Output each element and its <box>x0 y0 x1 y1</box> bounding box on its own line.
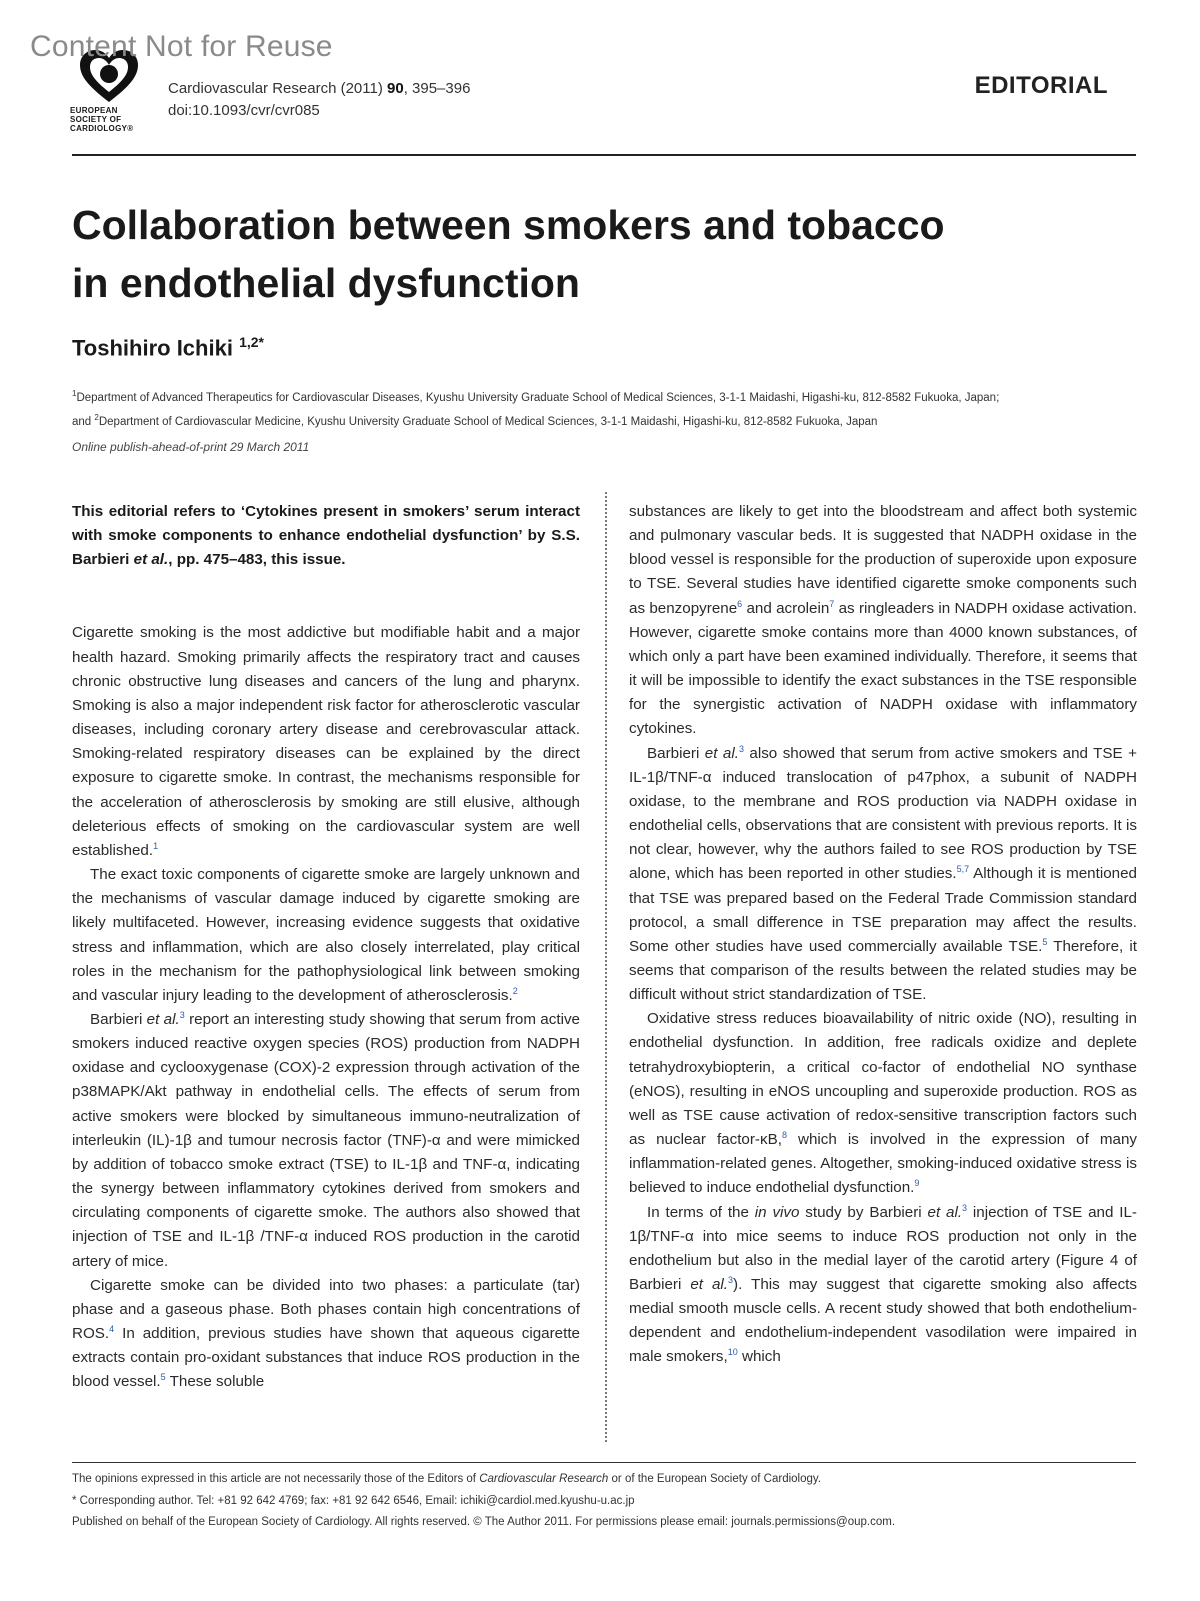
journal-volume: 90 <box>387 80 404 97</box>
paragraph-right-4 <box>629 1201 1137 1370</box>
paragraph-text: In addition, previous studies have shown that aqueous cigarette extracts contain pro-oxidant substances that induce ROS production in the blood vessel. <box>72 1325 580 1391</box>
journal-name: Cardiovascular Research (2011) <box>168 80 387 97</box>
refers-text: This editorial refers to ‘Cytokines present in smokers’ serum interact with smoke components to enhance endothelial dysfunction’ by S.S. Barbieri <box>72 503 580 569</box>
header-rule <box>72 154 1136 156</box>
paragraph-text: These soluble <box>165 1373 265 1391</box>
citation-ref[interactable]: 1 <box>153 840 159 851</box>
footnote-disclaimer <box>72 1469 1136 1491</box>
citation-ref[interactable]: 5 <box>160 1372 166 1383</box>
footer-rule <box>72 1462 1136 1463</box>
refers-etal: et al. <box>133 551 169 569</box>
section-label: EDITORIAL <box>974 72 1108 99</box>
paragraph-text: study by Barbieri <box>799 1203 928 1221</box>
footnote-copyright: Published on behalf of the European Society of Cardiology. All rights reserved. © The Author 2011. For permissions please email: journals.permissions@oup.com. <box>72 1516 896 1528</box>
paragraph-text: report an interesting study showing that serum from active smokers induced reactive oxygen species (ROS) production from NADPH oxidase and cyclooxygenase (COX)-2 expression through activation of the p38MAPK/Akt pathway in endothelial cells. The effects of serum from active smokers were blocked by simultaneous immuno-neutralization of interleukin (IL)-1β and tumour necrosis factor (TNF)-α and were mimicked by addition of tobacco smoke extract (TSE) to IL-1β and TNF-α, indicating the synergy between inflammatory cytokines derived from smokers and circulating components of cigarette smoke. The authors also showed that injection of TSE and IL-1β /TNF-α induced ROS production in the carotid artery of mice. <box>72 1010 580 1270</box>
paragraph-left-2 <box>72 863 580 1008</box>
paragraph-text: Cigarette smoking is the most addictive but modifiable habit and a major health hazard. Smoking primarily affects the respiratory tract and causes chronic obstructive lung diseases and cancers of the lung and pharynx. Smoking is also a major independent risk factor for atherosclerotic vascular diseases, including coronary artery disease and cerebrovascular attack. Smoking-related respiratory diseases can be explained by the direct exposure to cigarette smoke. In contrast, the mechanisms responsible for the acceleration of atherosclerosis by smoking are still elusive, although deleterious effects of smoking on the cardiovascular system are well established. <box>72 624 580 859</box>
citation-ref[interactable]: 9 <box>914 1178 920 1189</box>
paragraph-left-4 <box>72 1274 580 1395</box>
column-divider <box>605 492 607 1442</box>
author <box>72 334 264 361</box>
affil-2-number: 2 <box>94 412 99 422</box>
author-name: Toshihiro Ichiki <box>72 335 233 361</box>
paragraph-text: as ringleaders in NADPH oxidase activation. However, cigarette smoke contains more than 4000 known substances, of which only a part have been examined individually. Therefore, it seems that it will be impossible to identify the exact substances in the TSE responsible for the synergistic activation of NADPH oxidase with inflammatory cytokines. <box>629 599 1137 738</box>
etal-text: et al. <box>927 1203 963 1221</box>
paragraph-left-3 <box>72 1008 580 1274</box>
paragraph-right-2 <box>629 742 1137 1008</box>
paragraph-text: injection of TSE and IL-1β/TNF-α into mice seems to induce ROS production not only in the endothelium but also in the medial layer of the carotid artery (Figure 4 of Barbieri <box>629 1203 1137 1293</box>
title-line-1: Collaboration between smokers and tobacco <box>72 202 945 248</box>
author-marks: 1,2* <box>239 334 264 350</box>
citation-ref[interactable]: 3 <box>738 743 744 754</box>
citation-ref[interactable]: 8 <box>781 1130 787 1140</box>
affil-1: Department of Advanced Therapeutics for Cardiovascular Diseases, Kyushu University Graduate School of Medical Sciences, 3-1-1 Maidashi, Higashi-ku, 812-8582 Fukuoka, Japan; <box>76 391 1000 404</box>
paragraph-text: Although it is mentioned that TSE was prepared based on the Federal Trade Commission standard protocol, a small difference in TSE preparation may affect the results. Some other studies have used commercially available TSE. <box>629 865 1138 955</box>
citation-ref[interactable]: 10 <box>727 1347 738 1358</box>
citation-ref[interactable]: 5,7 <box>956 864 970 875</box>
paragraph-text: In terms of the <box>647 1203 755 1221</box>
etal-text: et al. <box>146 1010 180 1028</box>
refers-pages: , pp. 475–483, this issue. <box>168 551 346 569</box>
footnote-text: or of the European Society of Cardiology. <box>608 1473 821 1485</box>
affil-2-prefix: and <box>72 415 95 428</box>
affil-1-number: 1 <box>72 389 77 398</box>
paragraph-left-1 <box>72 621 580 863</box>
paragraph-text: substances are likely to get into the bloodstream and affect both systemic and pulmonary vascular beds. It is suggested that NADPH oxidase in the blood vessel is responsible for the production of superoxide upon exposure to TSE. Several studies have identified cigarette smoke components such as benzopyrene <box>629 503 1137 617</box>
footnotes <box>72 1469 1136 1534</box>
journal-citation <box>168 78 470 122</box>
journal-pages: , 395–396 <box>403 80 471 97</box>
right-column <box>629 500 1137 1370</box>
etal-text: et al. <box>704 744 739 762</box>
etal-text: et al. <box>690 1276 729 1293</box>
footnote-corresponding: * Corresponding author. Tel: +81 92 642 4769; fax: +81 92 642 6546, Email: ichiki@cardiol.med.kyushu-u.ac.jp <box>72 1494 635 1507</box>
citation-ref[interactable]: 6 <box>737 598 743 609</box>
affil-2: Department of Cardiovascular Medicine, Kyushu University Graduate School of Medical Sciences, 3-1-1 Maidashi, Higashi-ku, 812-8582 Fukuoka, Japan <box>98 415 878 428</box>
article-title <box>72 196 1072 312</box>
paragraph-right-3 <box>629 1007 1137 1200</box>
editorial-refers-note <box>72 500 580 572</box>
paragraph-text: Oxidative stress reduces bioavailability of nitric oxide (NO), resulting in endothelial dysfunction. In addition, free radicals oxidize and deplete tetrahydroxybiopterin, a critical co-factor of endothelial NO synthase (eNOS), resulting in eNOS uncoupling and superoxide production. ROS as well as TSE cause activation of redox-sensitive transcription factors such as nuclear factor-κB, <box>629 1010 1137 1149</box>
society-name: EUROPEAN SOCIETY OF CARDIOLOGY® <box>70 106 134 133</box>
citation-ref[interactable]: 4 <box>109 1323 115 1334</box>
watermark: Content Not for Reuse <box>30 30 333 63</box>
paragraph-text: Therefore, it seems that comparison of the results between the related studies may be difficult without strict standardization of TSE. <box>629 937 1137 1004</box>
paragraph-text: also showed that serum from active smokers and TSE + IL-1β/TNF-α induced translocation of p47phox, a subunit of NADPH oxidase, to the membrane and ROS production via NADPH oxidase in endothelial cells, observations that are consistent with previous reports. It is not clear, however, why the authors failed to see ROS production by TSE alone, which has been reported in other studies. <box>629 744 1137 883</box>
paragraph-text: The exact toxic components of cigarette smoke are largely unknown and the mechanisms of vascular damage induced by cigarette smoking are likely multifaceted. However, increasing evidence suggests that oxidative stress and inflammation, which are also closely interrelated, play critical roles in the mechanism for the pathophysiological link between smoking and vascular injury leading to the development of atherosclerosis. <box>72 866 580 1004</box>
citation-ref[interactable]: 7 <box>829 598 835 609</box>
paragraph-text: ). This may suggest that cigarette smoking also affects medial smooth muscle cells. A recent study showed that both endothelium-dependent and endothelium-independent vasodilation were impaired in male smokers, <box>629 1276 1137 1366</box>
publish-date: Online publish-ahead-of-print 29 March 2011 <box>72 440 310 454</box>
paragraph-text: Barbieri <box>647 744 705 762</box>
left-column <box>72 500 580 1394</box>
paragraph-text: Barbieri <box>90 1010 147 1028</box>
paragraph-text: which <box>737 1348 781 1366</box>
paragraph-right-1 <box>629 500 1137 742</box>
paragraph-text: and acrolein <box>742 599 830 617</box>
footnote-text: The opinions expressed in this article are not necessarily those of the Editors of <box>72 1473 480 1485</box>
paragraph-text: which is involved in the expression of many inflammation-related genes. Altogether, smoking-induced oxidative stress is believed to induce endothelial dysfunction. <box>629 1131 1137 1197</box>
invivo-text: in vivo <box>754 1203 800 1221</box>
paragraph-text: Cigarette smoke can be divided into two phases: a particulate (tar) phase and a gaseous phase. Both phases contain high concentrations of ROS. <box>72 1276 580 1342</box>
citation-ref[interactable]: 3 <box>179 1009 185 1020</box>
citation-ref[interactable]: 3 <box>728 1274 734 1285</box>
doi: doi:10.1093/cvr/cvr085 <box>168 102 320 119</box>
affiliations <box>72 384 1152 432</box>
citation-ref[interactable]: 3 <box>962 1202 968 1213</box>
title-line-2: in endothelial dysfunction <box>72 260 580 306</box>
footnote-journal: Cardiovascular Research <box>479 1473 609 1485</box>
citation-ref[interactable]: 5 <box>1042 936 1048 947</box>
citation-ref[interactable]: 2 <box>512 985 518 996</box>
